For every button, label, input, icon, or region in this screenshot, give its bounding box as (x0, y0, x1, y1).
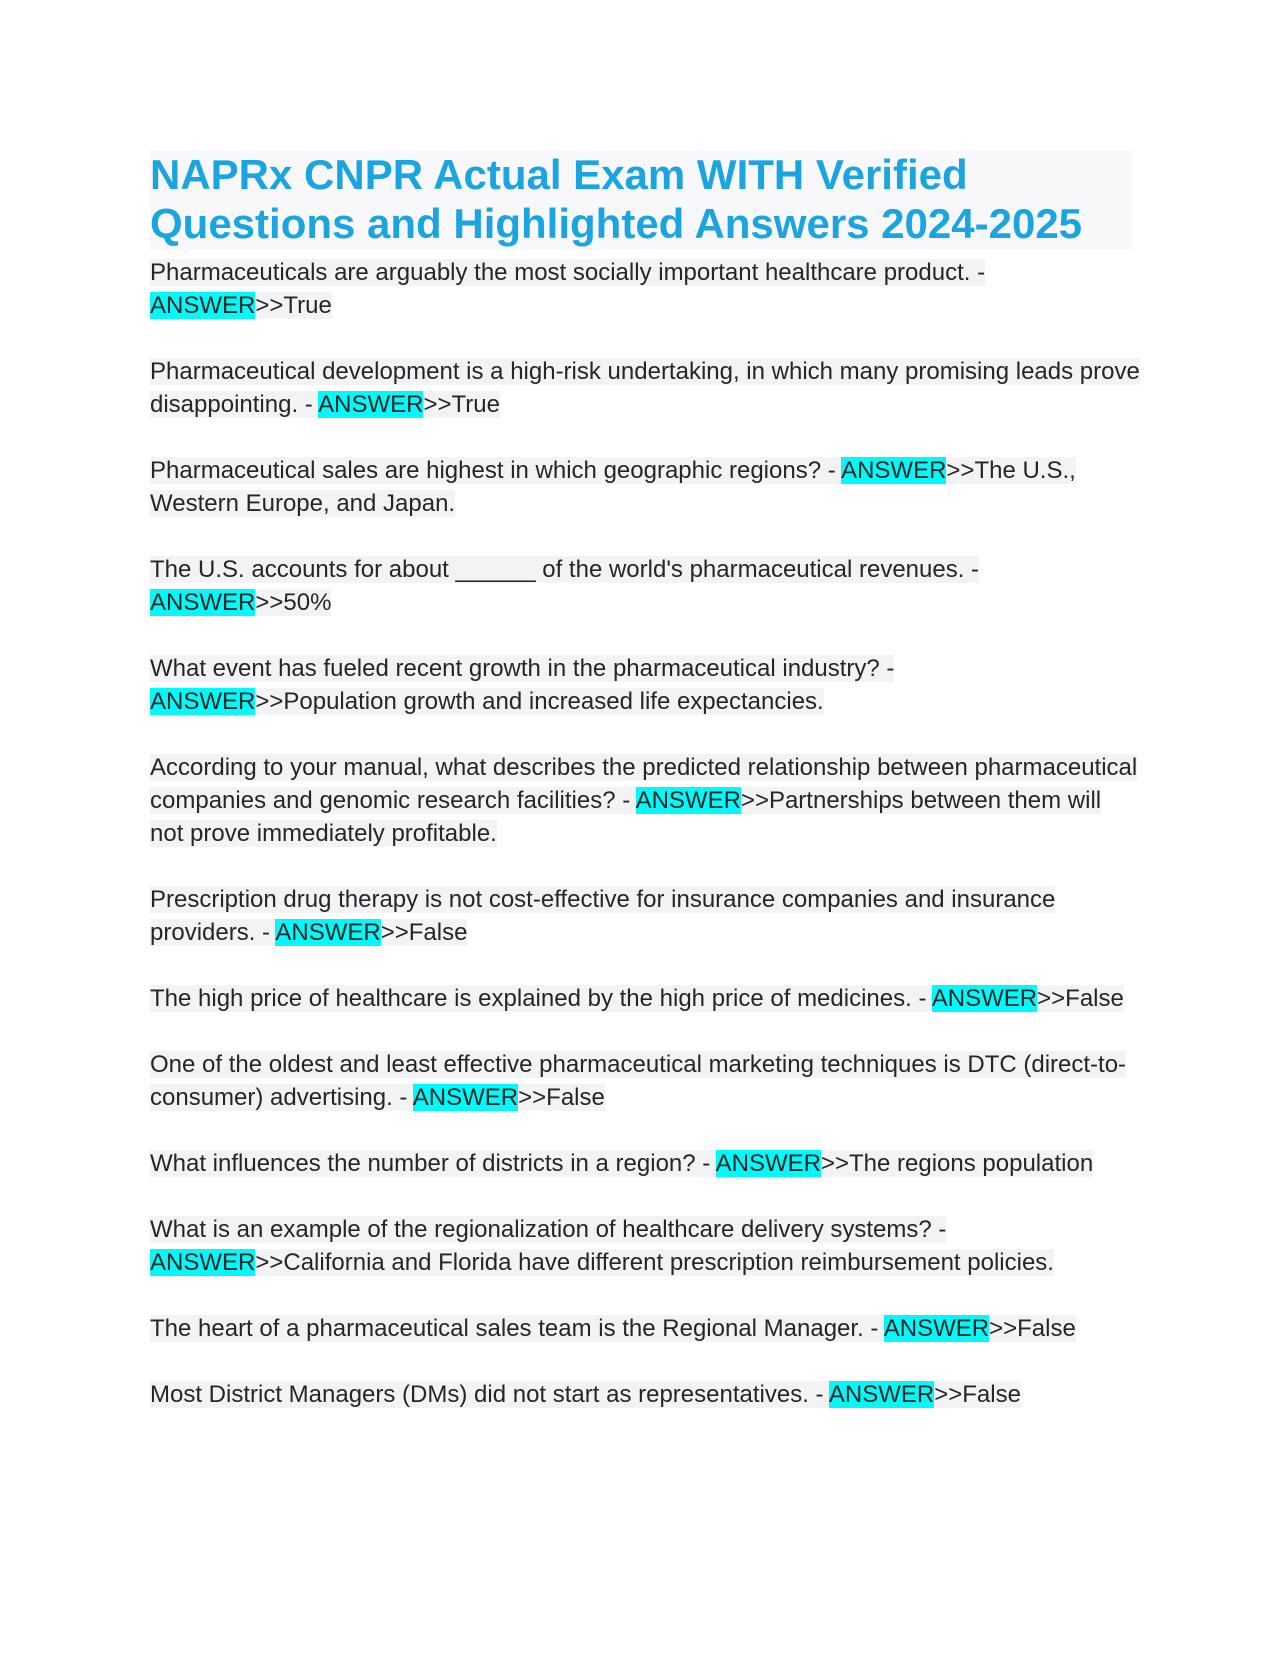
qa-item (150, 454, 1140, 520)
answer-marker: ANSWER (150, 589, 256, 616)
qa-item (150, 883, 1140, 949)
qa-item (150, 982, 1140, 1015)
question-text: According to your manual, what describes the predicted relationship between pharmaceutical companies and genomic research facilities? - (150, 754, 1138, 814)
answer-marker: ANSWER (150, 688, 256, 715)
answer-marker: ANSWER (883, 1315, 990, 1342)
qa-item (150, 1048, 1140, 1114)
qa-item (150, 553, 1140, 619)
answer-marker: ANSWER (841, 457, 947, 484)
answer-text: >>Population growth and increased life expectancies. (255, 688, 824, 715)
answer-marker: ANSWER (412, 1084, 519, 1111)
question-text: What influences the number of districts in a region? - (150, 1150, 716, 1177)
question-text: The U.S. accounts for about ______ of the world's pharmaceutical revenues. - (150, 556, 980, 583)
question-text: What event has fueled recent growth in the pharmaceutical industry? - (150, 655, 895, 682)
answer-text: >>True (423, 391, 500, 418)
answer-marker: ANSWER (150, 1249, 256, 1276)
answer-marker: ANSWER (715, 1150, 821, 1177)
answer-text: >>False (934, 1381, 1021, 1408)
qa-item (150, 355, 1140, 421)
qa-item (150, 751, 1140, 850)
qa-item (150, 652, 1140, 718)
qa-list (150, 256, 1140, 1444)
answer-marker: ANSWER (150, 292, 256, 319)
answer-text: >>Partnerships between them will not prove immediately profitable. (150, 787, 1102, 847)
answer-text: >>False (380, 919, 468, 946)
question-text: The heart of a pharmaceutical sales team is the Regional Manager. - (150, 1315, 884, 1342)
question-text: One of the oldest and least effective pharmaceutical marketing techniques is DTC (direct-to-consumer) advertising. - (150, 1051, 1127, 1111)
answer-text: >>False (1037, 985, 1124, 1012)
answer-text: >>True (255, 292, 332, 319)
answer-marker: ANSWER (931, 985, 1038, 1012)
qa-item (150, 1147, 1140, 1180)
answer-text: >>The U.S., Western Europe, and Japan. (150, 457, 1076, 517)
qa-item (150, 1378, 1140, 1411)
answer-text: >>False (518, 1084, 605, 1111)
answer-marker: ANSWER (828, 1381, 935, 1408)
question-text: Pharmaceutical development is a high-risk undertaking, in which many promising leads prove disappointing. - (150, 358, 1140, 418)
answer-text: >>50% (255, 589, 332, 616)
question-text: Prescription drug therapy is not cost-effective for insurance companies and insurance providers. - (150, 886, 1056, 946)
qa-item (150, 1312, 1140, 1345)
answer-marker: ANSWER (318, 391, 424, 418)
qa-item (150, 1213, 1140, 1279)
question-text: Most District Managers (DMs) did not start as representatives. - (150, 1381, 829, 1408)
title-block (150, 150, 1132, 250)
answer-marker: ANSWER (635, 787, 741, 814)
answer-marker: ANSWER (275, 919, 381, 946)
answer-text: >>False (989, 1315, 1076, 1342)
question-text: The high price of healthcare is explained by the high price of medicines. - (150, 985, 932, 1012)
question-text: Pharmaceutical sales are highest in which geographic regions? - (150, 457, 842, 484)
document-title: NAPRx CNPR Actual Exam WITH Verified Questions and Highlighted Answers 2024-2025 (150, 151, 1083, 247)
qa-item (150, 256, 1140, 322)
answer-text: >>California and Florida have different prescription reimbursement policies. (255, 1249, 1054, 1276)
question-text: What is an example of the regionalization of healthcare delivery systems? - (150, 1216, 947, 1243)
answer-text: >>The regions population (820, 1150, 1094, 1177)
question-text: Pharmaceuticals are arguably the most socially important healthcare product. - (150, 259, 986, 286)
